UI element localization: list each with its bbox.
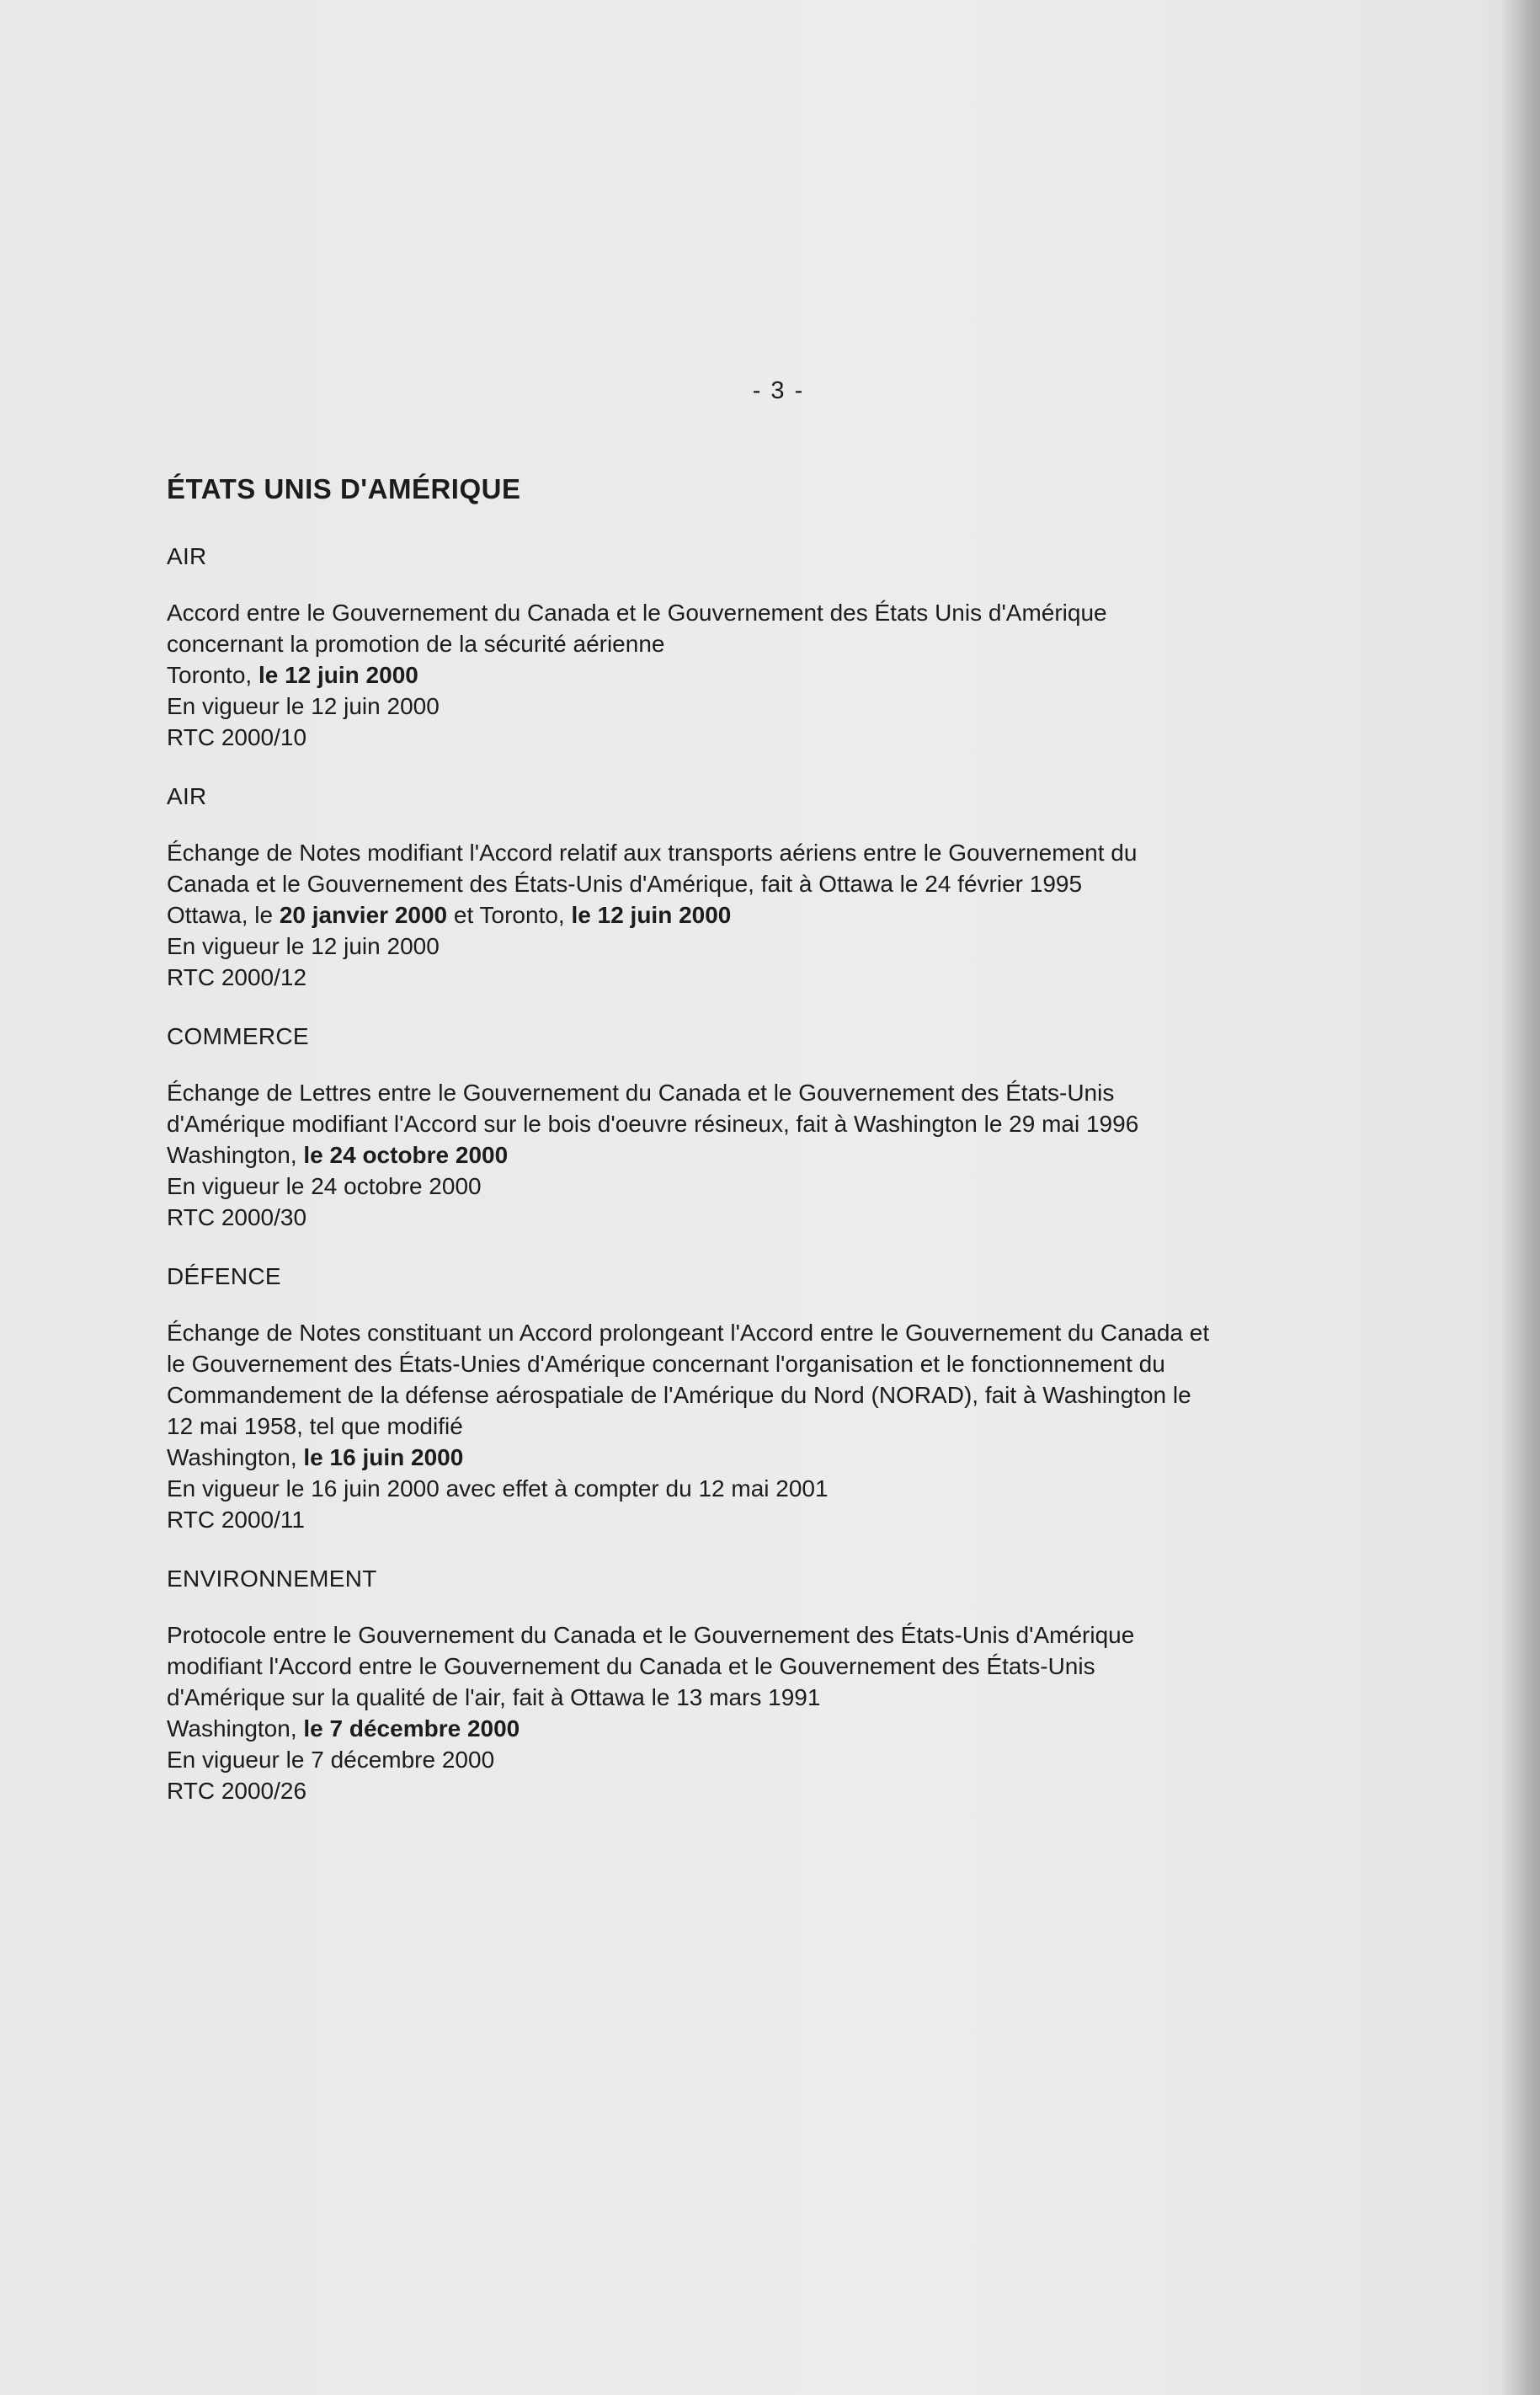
in-force-date: En vigueur le 7 décembre 2000: [167, 1747, 495, 1773]
section-category: AIR: [167, 783, 207, 809]
treaty-title-line: Échange de Lettres entre le Gouvernement du Canada et le Gouvernement des États-Unis: [167, 1080, 1115, 1106]
section-category: AIR: [167, 543, 207, 569]
signing-date: le 12 juin 2000: [258, 662, 418, 688]
page-number: - 3 -: [752, 377, 805, 404]
signing-place-date: [167, 1139, 1413, 1171]
treaty-title-line: Commandement de la défense aérospatiale de l'Amérique du Nord (NORAD), fait à Washington le: [167, 1382, 1191, 1408]
treaty-title-line: Échange de Notes constituant un Accord prolongeant l'Accord entre le Gouvernement du Canada et: [167, 1320, 1210, 1346]
treaty-title-line: Accord entre le Gouvernement du Canada et le Gouvernement des États Unis d'Amérique: [167, 600, 1107, 626]
rtc-reference: RTC 2000/11: [167, 1507, 305, 1533]
treaty-entry: [167, 1317, 1413, 1535]
treaty-entry: [167, 1619, 1413, 1806]
treaty-title-line: Protocole entre le Gouvernement du Canada et le Gouvernement des États-Unis d'Amérique: [167, 1622, 1135, 1648]
treaty-entry: [167, 837, 1413, 993]
treaty-title-line: Échange de Notes modifiant l'Accord relatif aux transports aériens entre le Gouvernement du: [167, 840, 1138, 866]
treaty-entry: [167, 1077, 1413, 1233]
signing-date: le 24 octobre 2000: [303, 1142, 509, 1168]
treaty-sections: [167, 543, 1413, 1806]
signing-place-text: Toronto,: [167, 662, 258, 688]
section-category: COMMERCE: [167, 1023, 309, 1049]
treaty-title-line: d'Amérique modifiant l'Accord sur le bois d'oeuvre résineux, fait à Washington le 29 mai 1996: [167, 1111, 1139, 1137]
rtc-reference: RTC 2000/10: [167, 724, 307, 750]
country-heading: ÉTATS UNIS D'AMÉRIQUE: [167, 473, 521, 504]
in-force-date: En vigueur le 24 octobre 2000: [167, 1173, 482, 1199]
treaty-title-line: le Gouvernement des États-Unies d'Amérique concernant l'organisation et le fonctionnement du: [167, 1351, 1165, 1377]
signing-place-text: et Toronto,: [447, 902, 572, 928]
signing-place-date: [167, 899, 1413, 931]
in-force-date: En vigueur le 16 juin 2000 avec effet à compter du 12 mai 2001: [167, 1475, 829, 1502]
treaty-title-line: d'Amérique sur la qualité de l'air, fait à Ottawa le 13 mars 1991: [167, 1684, 821, 1710]
signing-place-date: [167, 1442, 1413, 1473]
signing-place-text: Washington,: [167, 1444, 304, 1470]
signing-date: le 12 juin 2000: [571, 902, 732, 928]
rtc-reference: RTC 2000/12: [167, 964, 307, 990]
signing-place-text: Ottawa, le: [167, 902, 280, 928]
signing-place-text: Washington,: [167, 1142, 304, 1168]
section-category: ENVIRONNEMENT: [167, 1566, 377, 1592]
signing-date: le 16 juin 2000: [303, 1444, 464, 1470]
signing-place-text: Washington,: [167, 1715, 304, 1742]
treaty-title-line: modifiant l'Accord entre le Gouvernement du Canada et le Gouvernement des États-Unis: [167, 1653, 1095, 1679]
treaty-title-line: 12 mai 1958, tel que modifié: [167, 1413, 463, 1439]
treaty-entry: [167, 597, 1413, 753]
signing-place-date: [167, 659, 1413, 691]
signing-place-date: [167, 1713, 1413, 1744]
in-force-date: En vigueur le 12 juin 2000: [167, 933, 440, 959]
treaty-title-line: concernant la promotion de la sécurité aérienne: [167, 631, 665, 657]
rtc-reference: RTC 2000/26: [167, 1778, 307, 1804]
in-force-date: En vigueur le 12 juin 2000: [167, 693, 440, 719]
rtc-reference: RTC 2000/30: [167, 1204, 307, 1230]
treaty-title-line: Canada et le Gouvernement des États-Unis d'Amérique, fait à Ottawa le 24 février 1995: [167, 871, 1083, 897]
page-content: [167, 473, 1413, 1837]
signing-date: 20 janvier 2000: [279, 902, 448, 928]
section-category: DÉFENCE: [167, 1263, 281, 1289]
signing-date: le 7 décembre 2000: [303, 1715, 520, 1742]
page-edge-shadow: [1501, 0, 1540, 2395]
